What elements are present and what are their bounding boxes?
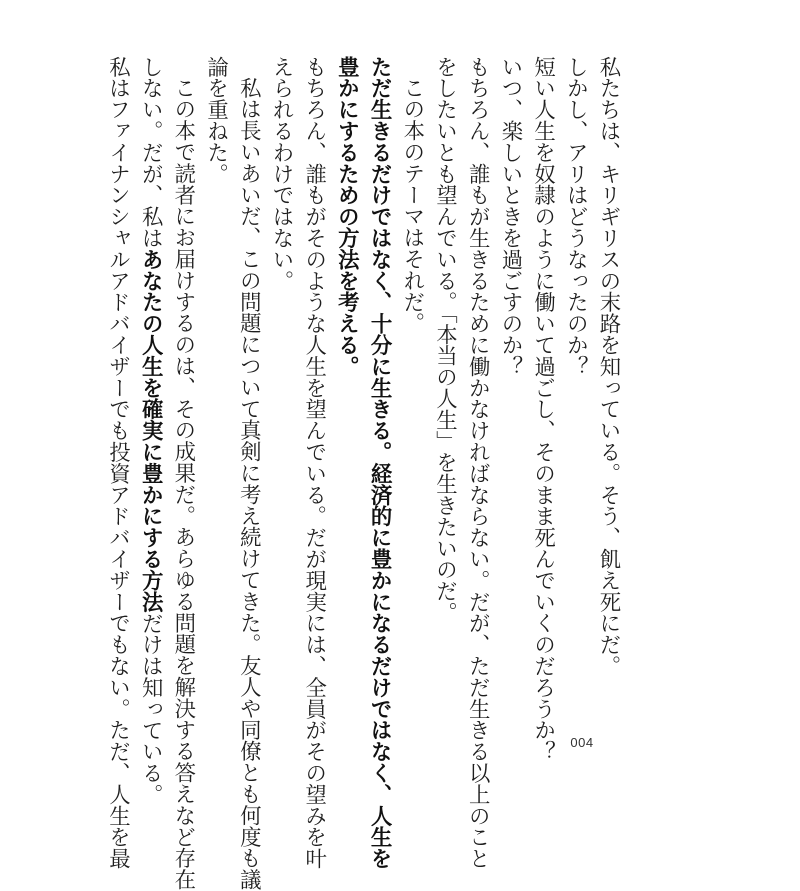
text-line — [264, 56, 297, 706]
text-line — [493, 56, 526, 706]
body-text-segment: いつ、楽しいときを過ごすのか？ — [497, 56, 523, 377]
text-line — [591, 56, 624, 706]
text-line — [559, 56, 592, 706]
body-text-segment: だけは知っている。 — [138, 612, 164, 806]
text-line — [133, 56, 166, 806]
text-line — [101, 56, 134, 870]
body-text-segment: をしたいとも望んでいる。「本当の人生」を生きたいのだ。 — [432, 56, 458, 624]
page-number: 004 — [570, 735, 594, 750]
emphasis-text: ただ生きるだけではなく、十分に生きる。経済的に豊かになるだけではなく、人生を — [367, 56, 393, 870]
body-text-segment: 論を重ねた。 — [203, 56, 229, 185]
text-line — [460, 56, 493, 870]
body-text-segment: もちろん、誰もがそのような人生を望んでいる。だが現実には、全員がその望みを叶 — [301, 56, 327, 870]
body-text-segment: 私たちは、キリギリスの末路を知っている。そう、飢え死にだ。 — [596, 56, 621, 677]
text-line — [199, 56, 232, 706]
text-line — [362, 56, 395, 870]
body-text-segment: もちろん、誰もが生きるために働かなければならない。だが、ただ生きる以上のこと — [465, 56, 491, 870]
text-line — [395, 56, 428, 727]
emphasis-text: 豊かにするための方法を考える。 — [334, 56, 360, 377]
body-text-segment: 短い人生を奴隷のように働いて過ごし、そのまま死んでいくのだろうか？ — [530, 56, 556, 763]
body-text-segment: 私はファイナンシャルアドバイザーでも投資アドバイザーでもない。ただ、人生を最 — [105, 56, 131, 870]
emphasis-text: あなたの人生を確実に豊かにする方法 — [138, 248, 164, 613]
text-line — [428, 56, 461, 706]
body-text-segment: しない。だが、私は — [138, 56, 164, 249]
body-text-segment: えられるわけではない。 — [268, 56, 294, 292]
text-line — [297, 56, 330, 870]
text-line — [232, 56, 265, 891]
text-line — [526, 56, 559, 763]
body-text-segment: この本のテーマはそれだ。 — [399, 77, 425, 335]
body-text-segment: しかし、アリはどうなったのか？ — [563, 56, 589, 377]
body-text-segment: 私は長いあいだ、この問題について真剣に考え続けてきた。友人や同僚とも何度も議 — [236, 77, 262, 891]
body-text-segment: この本で読者にお届けするのは、その成果だ。あらゆる問題を解決する答えなど存在 — [170, 77, 196, 891]
text-line — [330, 56, 363, 706]
text-line — [166, 56, 199, 891]
